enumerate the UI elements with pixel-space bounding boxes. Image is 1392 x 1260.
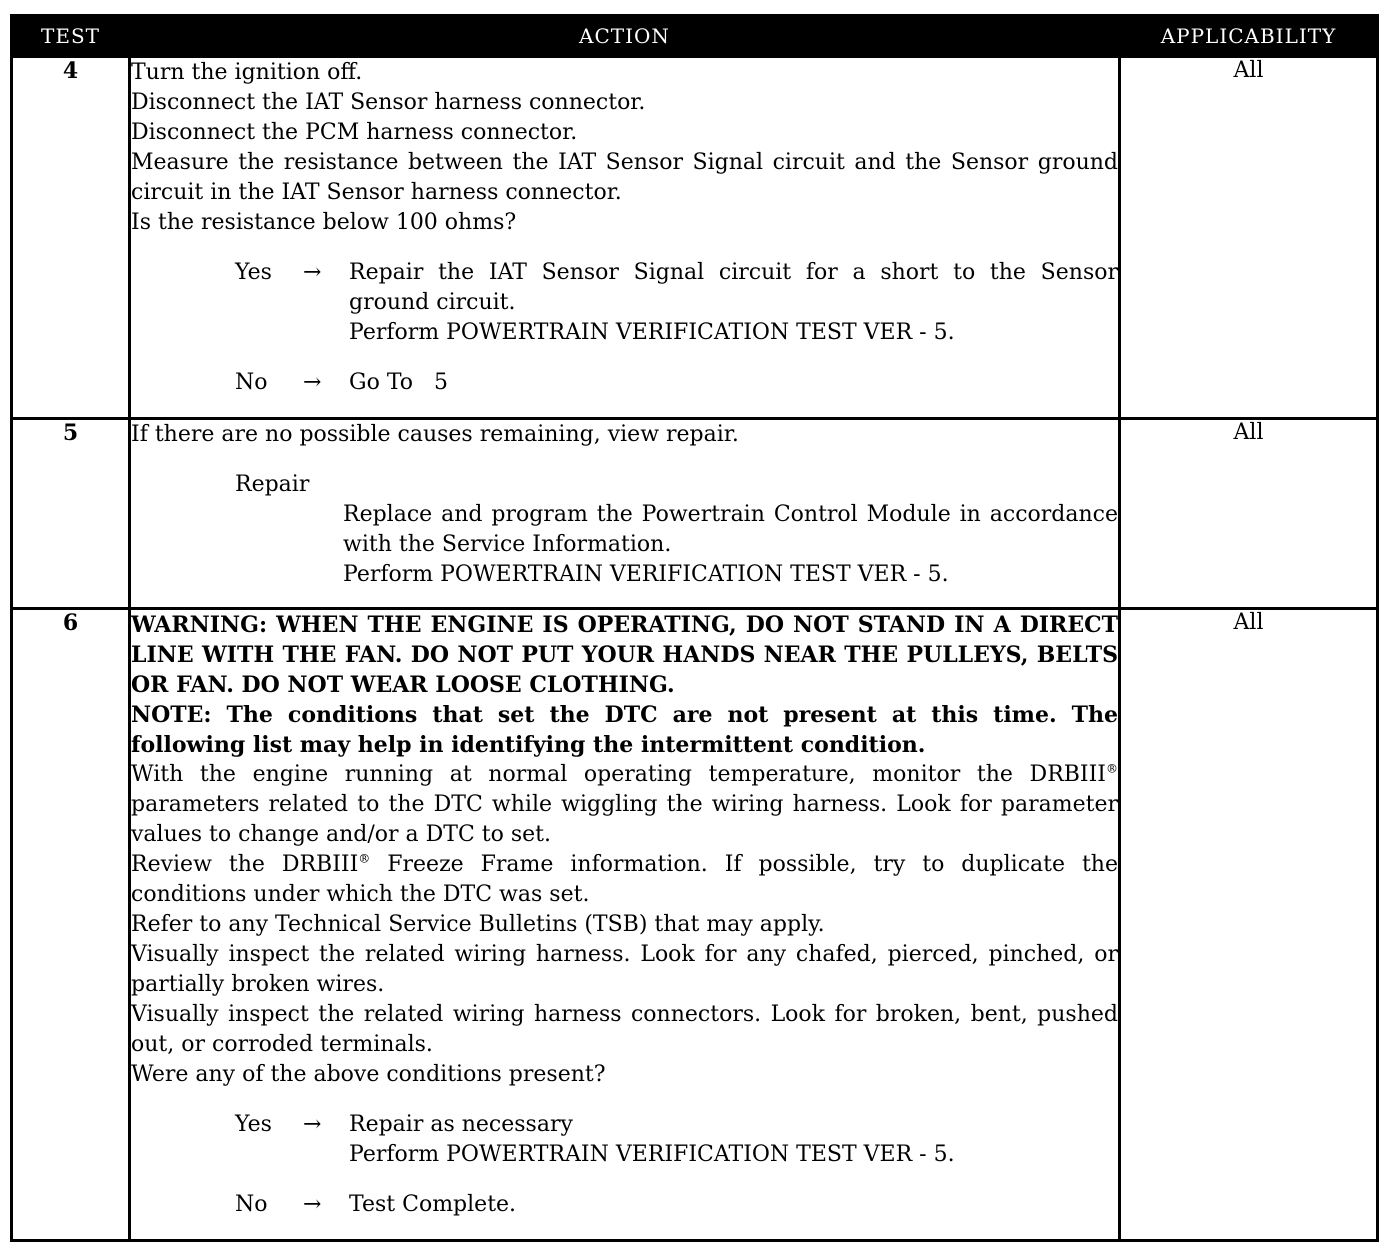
repair-text-block bbox=[343, 500, 1118, 590]
header-action: ACTION bbox=[130, 16, 1120, 57]
right-arrow-icon: → bbox=[303, 370, 322, 395]
step-text: Measure the resistance between the IAT Sensor Signal circuit and the Sensor ground circuit in the IAT Sensor harness connector. bbox=[131, 150, 1118, 205]
registered-mark: ® bbox=[1106, 761, 1118, 776]
test-number: 4 bbox=[12, 57, 130, 419]
yes-text: Repair as necessary bbox=[349, 1112, 573, 1137]
step-text: Disconnect the IAT Sensor harness connector. bbox=[131, 90, 646, 115]
table-header-row bbox=[12, 16, 1378, 57]
step-text: Visually inspect the related wiring harness connectors. Look for broken, bent, pushed out, or corroded terminals. bbox=[131, 1002, 1118, 1057]
no-label: No bbox=[235, 1192, 268, 1217]
table-row bbox=[12, 609, 1378, 1241]
repair-text: Replace and program the Powertrain Control Module in accordance with the Service Information. bbox=[343, 502, 1118, 557]
warning-text: WARNING: WHEN THE ENGINE IS OPERATING, DO NOT STAND IN A DIRECT LINE WITH THE FAN. DO NOT PUT YOUR HANDS NEAR THE PULLEYS, BELTS OR FAN. DO NOT WEAR LOOSE CLOTHING. bbox=[131, 612, 1118, 698]
no-label: No bbox=[235, 370, 268, 395]
no-text: Test Complete. bbox=[349, 1192, 517, 1217]
right-arrow-icon: → bbox=[303, 1192, 322, 1217]
applicability-value: All bbox=[1120, 57, 1378, 419]
applicability-value: All bbox=[1120, 609, 1378, 1241]
test-number: 6 bbox=[12, 609, 130, 1241]
right-arrow-icon: → bbox=[303, 260, 322, 285]
step-text: Refer to any Technical Service Bulletins (TSB) that may apply. bbox=[131, 912, 825, 937]
header-applicability: APPLICABILITY bbox=[1120, 16, 1378, 57]
step-text: If there are no possible causes remaining, view repair. bbox=[131, 422, 739, 447]
no-text: Go To 5 bbox=[349, 370, 448, 395]
yes-text: Perform POWERTRAIN VERIFICATION TEST VER - 5. bbox=[349, 320, 955, 345]
step-text: Turn the ignition off. bbox=[131, 60, 363, 85]
no-outcome bbox=[131, 1190, 1118, 1220]
applicability-value: All bbox=[1120, 419, 1378, 609]
diagnostic-test-table bbox=[10, 14, 1379, 1242]
test-number: 5 bbox=[12, 419, 130, 609]
yes-outcome bbox=[131, 258, 1118, 348]
step-text: Visually inspect the related wiring harness. Look for any chafed, pierced, pinched, or partially broken wires. bbox=[131, 942, 1118, 997]
action-cell bbox=[130, 609, 1120, 1241]
table-row bbox=[12, 419, 1378, 609]
step-text: Review the DRBIII® Freeze Frame information. If possible, try to duplicate the conditions under which the DTC was set. bbox=[131, 851, 1118, 907]
right-arrow-icon: → bbox=[303, 1112, 322, 1137]
registered-mark: ® bbox=[358, 851, 371, 866]
yes-label: Yes bbox=[235, 260, 272, 285]
table-row bbox=[12, 57, 1378, 419]
yes-label: Yes bbox=[235, 1112, 272, 1137]
action-cell bbox=[130, 419, 1120, 609]
repair-label: Repair bbox=[235, 472, 310, 497]
yes-text: Repair the IAT Sensor Signal circuit for a short to the Sensor ground circuit. bbox=[349, 260, 1118, 315]
note-text: NOTE: The conditions that set the DTC are not present at this time. The following list may help in identifying the intermittent condition. bbox=[131, 702, 1118, 758]
yes-outcome bbox=[131, 1110, 1118, 1170]
no-outcome bbox=[131, 368, 1118, 398]
step-text: Is the resistance below 100 ohms? bbox=[131, 210, 517, 235]
step-text: Disconnect the PCM harness connector. bbox=[131, 120, 578, 145]
repair-text: Perform POWERTRAIN VERIFICATION TEST VER - 5. bbox=[343, 562, 949, 587]
action-cell bbox=[130, 57, 1120, 419]
step-text: Were any of the above conditions present? bbox=[131, 1062, 606, 1087]
yes-text: Perform POWERTRAIN VERIFICATION TEST VER - 5. bbox=[349, 1142, 955, 1167]
step-text: With the engine running at normal operating temperature, monitor the DRBIII® parameters related to the DTC while wiggling the wiring harness. Look for parameter values to change and/or a DTC to set. bbox=[131, 761, 1118, 847]
header-test: TEST bbox=[12, 16, 130, 57]
